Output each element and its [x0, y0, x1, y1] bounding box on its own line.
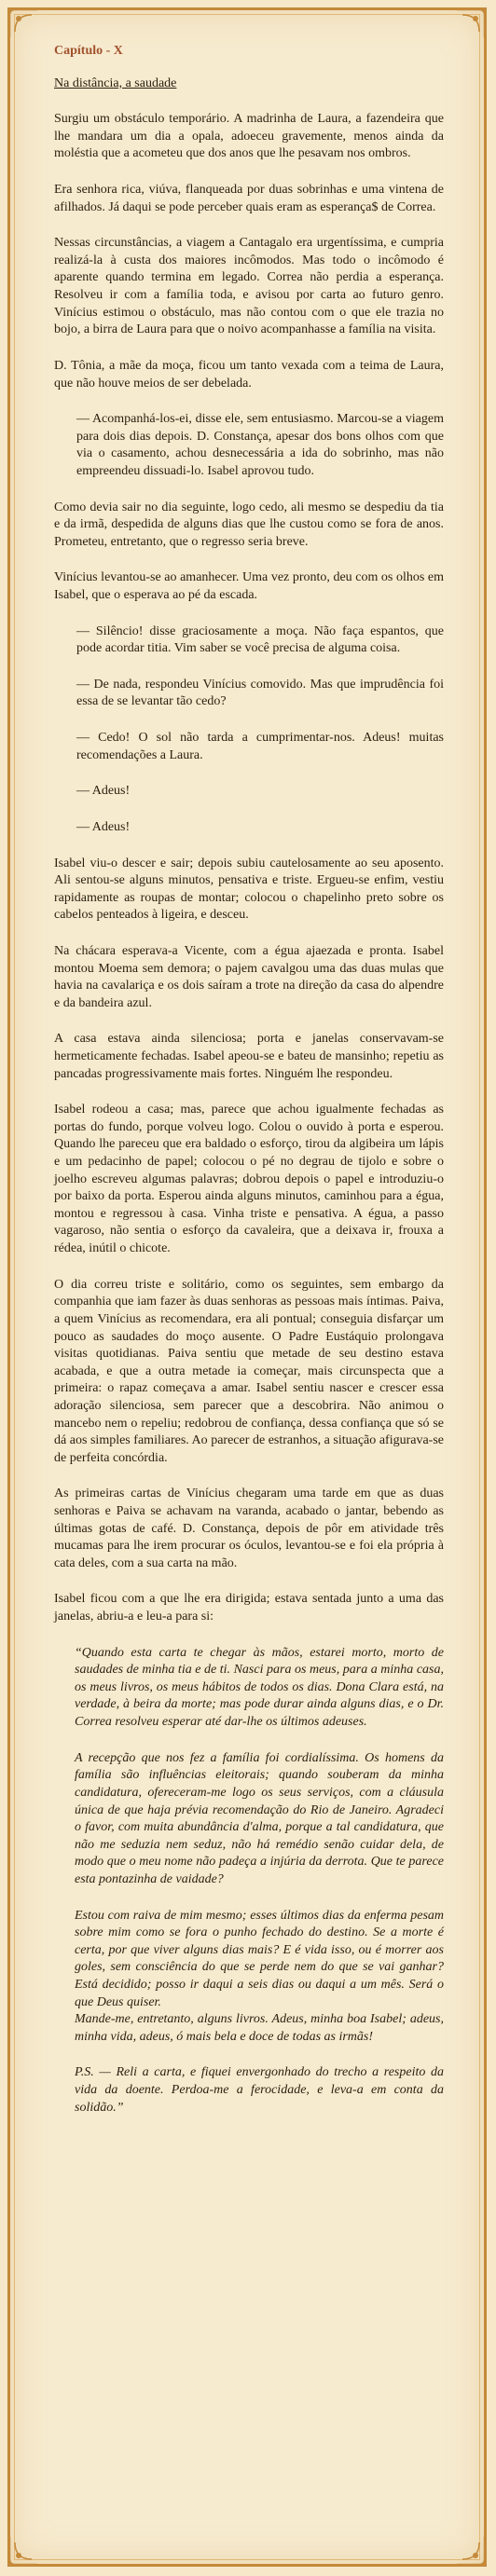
paragraph: Nessas circunstâncias, a viagem a Cantagalo era urgentíssima, e cumpria realizá-la à custa dos maiores incômodos. Mas todo o incômodo é aparente quando termina em legado. Correa não perdia a esperança. Resolveu ir com a família toda, e avisou por carta ao futuro genro. Vinícius estimou o obstáculo, mas não contou com o que ele trazia no bojo, a birra de Laura para que o noivo acompanhasse a família na visita. — [54, 236, 444, 337]
dialogue-paragraph: — Adeus! — [76, 784, 131, 799]
paragraph: A casa estava ainda silenciosa; porta e janelas conservavam-se hermeticamente fechadas. Isabel apeou-se e bateu de mansinho; repetiu as pancadas progressivamente mais fortes. Ninguém lhe respondeu. — [54, 1032, 444, 1081]
dialogue-paragraph: — Acompanhá-los-ei, disse ele, sem entusiasmo. Marcou-se a viagem para dois dias depois. D. Constança, apesar dos bons olhos com que via o casamento, achou desnecessária a ida do sobrinho, mas não empreendeu dissuadi-lo. Isabel aprovou tudo. — [76, 412, 444, 478]
letter-paragraph: “Quando esta carta te chegar às mãos, estarei morto, morto de saudades de minha tia e de ti. Nasci para os meus, para a minha casa, os meus livros, os meus hábitos de todos os dias. Dona Clara está, na verdade, à beira da morte; mas pode durar ainda alguns dias, e o Dr. Correa resolveu esperar até dar-lhe os últimos adeuses. — [75, 1645, 444, 1730]
paragraph: O dia correu triste e solitário, como os seguintes, sem embargo da companhia que iam fazer às duas senhoras as pessoas mais íntimas. Paiva, a quem Vinícius as recomendara, era ali pontual; conseguia disfarçar um pouco as saudades do moço ausente. O Padre Eustáquio prolongava visitas quotidianas. Paiva sentiu que metade de seu destino estava acabada, e que a outra metade ia começar, mais circunspecta que a primeira: o rapaz começava a amar. Isabel sentiu nascer e crescer essa adoração silenciosa, sem parecer que a descobrira. Não animou o mancebo nem o repeliu; redobrou de confiança, dessa confiança que só se dá aos simples familiares. Ao parecer de estranhos, a situação afigurava-se de perfeita concórdia. — [54, 1277, 444, 1465]
paragraph: Isabel viu-o descer e sair; depois subiu cautelosamente ao seu aposento. Ali sentou-se alguns minutos, pensativa e triste. Ergueu-se enfim, vestiu rapidamente as roupas de montar; colocou o chapelinho preto sobre os cabelos penteados à ligeira, e desceu. — [54, 856, 444, 923]
paragraph: Vinícius levantou-se ao amanhecer. Uma vez pronto, deu com os olhos em Isabel, que o esperava ao pé da escada. — [54, 570, 444, 603]
corner-ornament-icon — [7, 2535, 39, 2567]
dialogue-paragraph: — Cedo! O sol não tarda a cumprimentar-nos. Adeus! muitas recomendações a Laura. — [76, 731, 444, 762]
chapter-label: Capítulo - X — [54, 44, 123, 58]
paragraph: D. Tônia, a mãe da moça, ficou um tanto vexada com a teima de Laura, que não houve meios de ser debelada. — [54, 358, 444, 391]
corner-ornament-icon — [455, 7, 487, 39]
paragraph: Surgiu um obstáculo temporário. A madrinha de Laura, a fazendeira que lhe mandara um dia a opala, adoeceu gravemente, menos ainda da moléstia que a acometeu que dos anos que lhe pesavam nos ombros. — [54, 112, 444, 161]
dialogue-paragraph: — Silêncio! disse graciosamente a moça. Não faça espantos, que pode acordar titia. Vim saber se você precisa de alguma coisa. — [76, 623, 444, 656]
letter-paragraph: P.S. — Reli a carta, e fiquei envergonhado do trecho a respeito da vida da doente. Perdoa-me a ferocidade, e leva-a em conta da solidão.” — [75, 2065, 444, 2115]
chapter-subtitle: Na distância, a saudade — [54, 75, 177, 90]
dialogue-paragraph: — Adeus! — [76, 819, 131, 834]
paragraph: As primeiras cartas de Vinícius chegaram uma tarde em que as duas senhoras e Paiva se achavam na varanda, acabado o jantar, bebendo as últimas gotas de café. D. Constança, depois de pôr em atividade três mucamas para lhe irem procurar os óculos, levantou-se e foi ela própria à cata deles, com a sua carta na mão. — [54, 1487, 444, 1570]
letter-paragraph: A recepção que nos fez a família foi cordialíssima. Os homens da família são influências eleitorais; quando souberam da minha candidatura, ofereceram-me logo os seus serviços, com a cláusula única de que haja prévia recomendação do Rio de Janeiro. Agradeci o favor, com muita abundância d'alma, porque a tal candidatura, que não me seduzia nem seduz, não há remédio senão cuidar dela, de modo que o meu nome não padeça a injúria da derrota. Que te parece esta pontazinha de vaidade? — [75, 1750, 444, 1886]
paragraph: Isabel rodeou a casa; mas, parece que achou igualmente fechadas as portas do fundo, porque volveu logo. Colou o ouvido à porta e esperou. Quando lhe pareceu que era baldado o esforço, tirou da algibeira um lápis e um pedacinho de papel; colocou o pé no degrau de tijolo e sobre o joelho escreveu algumas palavras; dobrou depois o papel e introduziu-o por baixo da porta. Esperou ainda alguns minutos, caminhou para a égua, montou e regressou à casa. Vinha triste e pensativa. A égua, a passo vagaroso, não sentia o esforço da cavaleira, que a deixava ir, frouxa a rédea, inútil o chicote. — [54, 1103, 444, 1256]
paragraph: Isabel ficou com a que lhe era dirigida; estava sentada junto a uma das janelas, abriu-a e leu-a para si: — [54, 1592, 444, 1624]
paragraph: Era senhora rica, viúva, flanqueada por duas sobrinhas e uma vintena de afilhados. Já daqui se pode perceber quais eram as esperança$ de Correa. — [54, 183, 444, 214]
paragraph-list — [54, 111, 444, 2117]
corner-ornament-icon — [7, 7, 39, 39]
corner-ornament-icon — [455, 2535, 487, 2567]
chapter-content — [54, 43, 444, 2135]
letter-paragraph: Estou com raiva de mim mesmo; esses últimos dias da enferma pesam sobre mim como se fora o punho fechado do destino. Se a morte é certa, por que viver alguns dias mais? E é vida isso, ou é morrer aos goles, sem consciência do que se perde nem do que se vai ganhar? Está decidido; posso ir daqui a seis dias ou daqui a um mês. Será o que Deus quiser. Mande-me, entretanto, alguns livros. Adeus, minha boa Isabel; adeus, minha vida, adeus, ó mais bela e doce de todas as irmãs! — [75, 1908, 444, 2044]
paragraph: Na chácara esperava-a Vicente, com a égua ajaezada e pronta. Isabel montou Moema sem demora; o pajem cavalgou uma das duas mulas que havia na cavalariça e os dois saíram a trote na direção da casa do alpendre e da bandeira azul. — [54, 943, 444, 1010]
paragraph: Como devia sair no dia seguinte, logo cedo, ali mesmo se despediu da tia e da irmã, despedida de alguns dias que lhe custou como se fora de anos. Prometeu, entretanto, que o regresso seria breve. — [54, 500, 444, 549]
dialogue-paragraph: — De nada, respondeu Vinícius comovido. Mas que imprudência foi essa de se levantar tão cedo? — [76, 677, 444, 709]
